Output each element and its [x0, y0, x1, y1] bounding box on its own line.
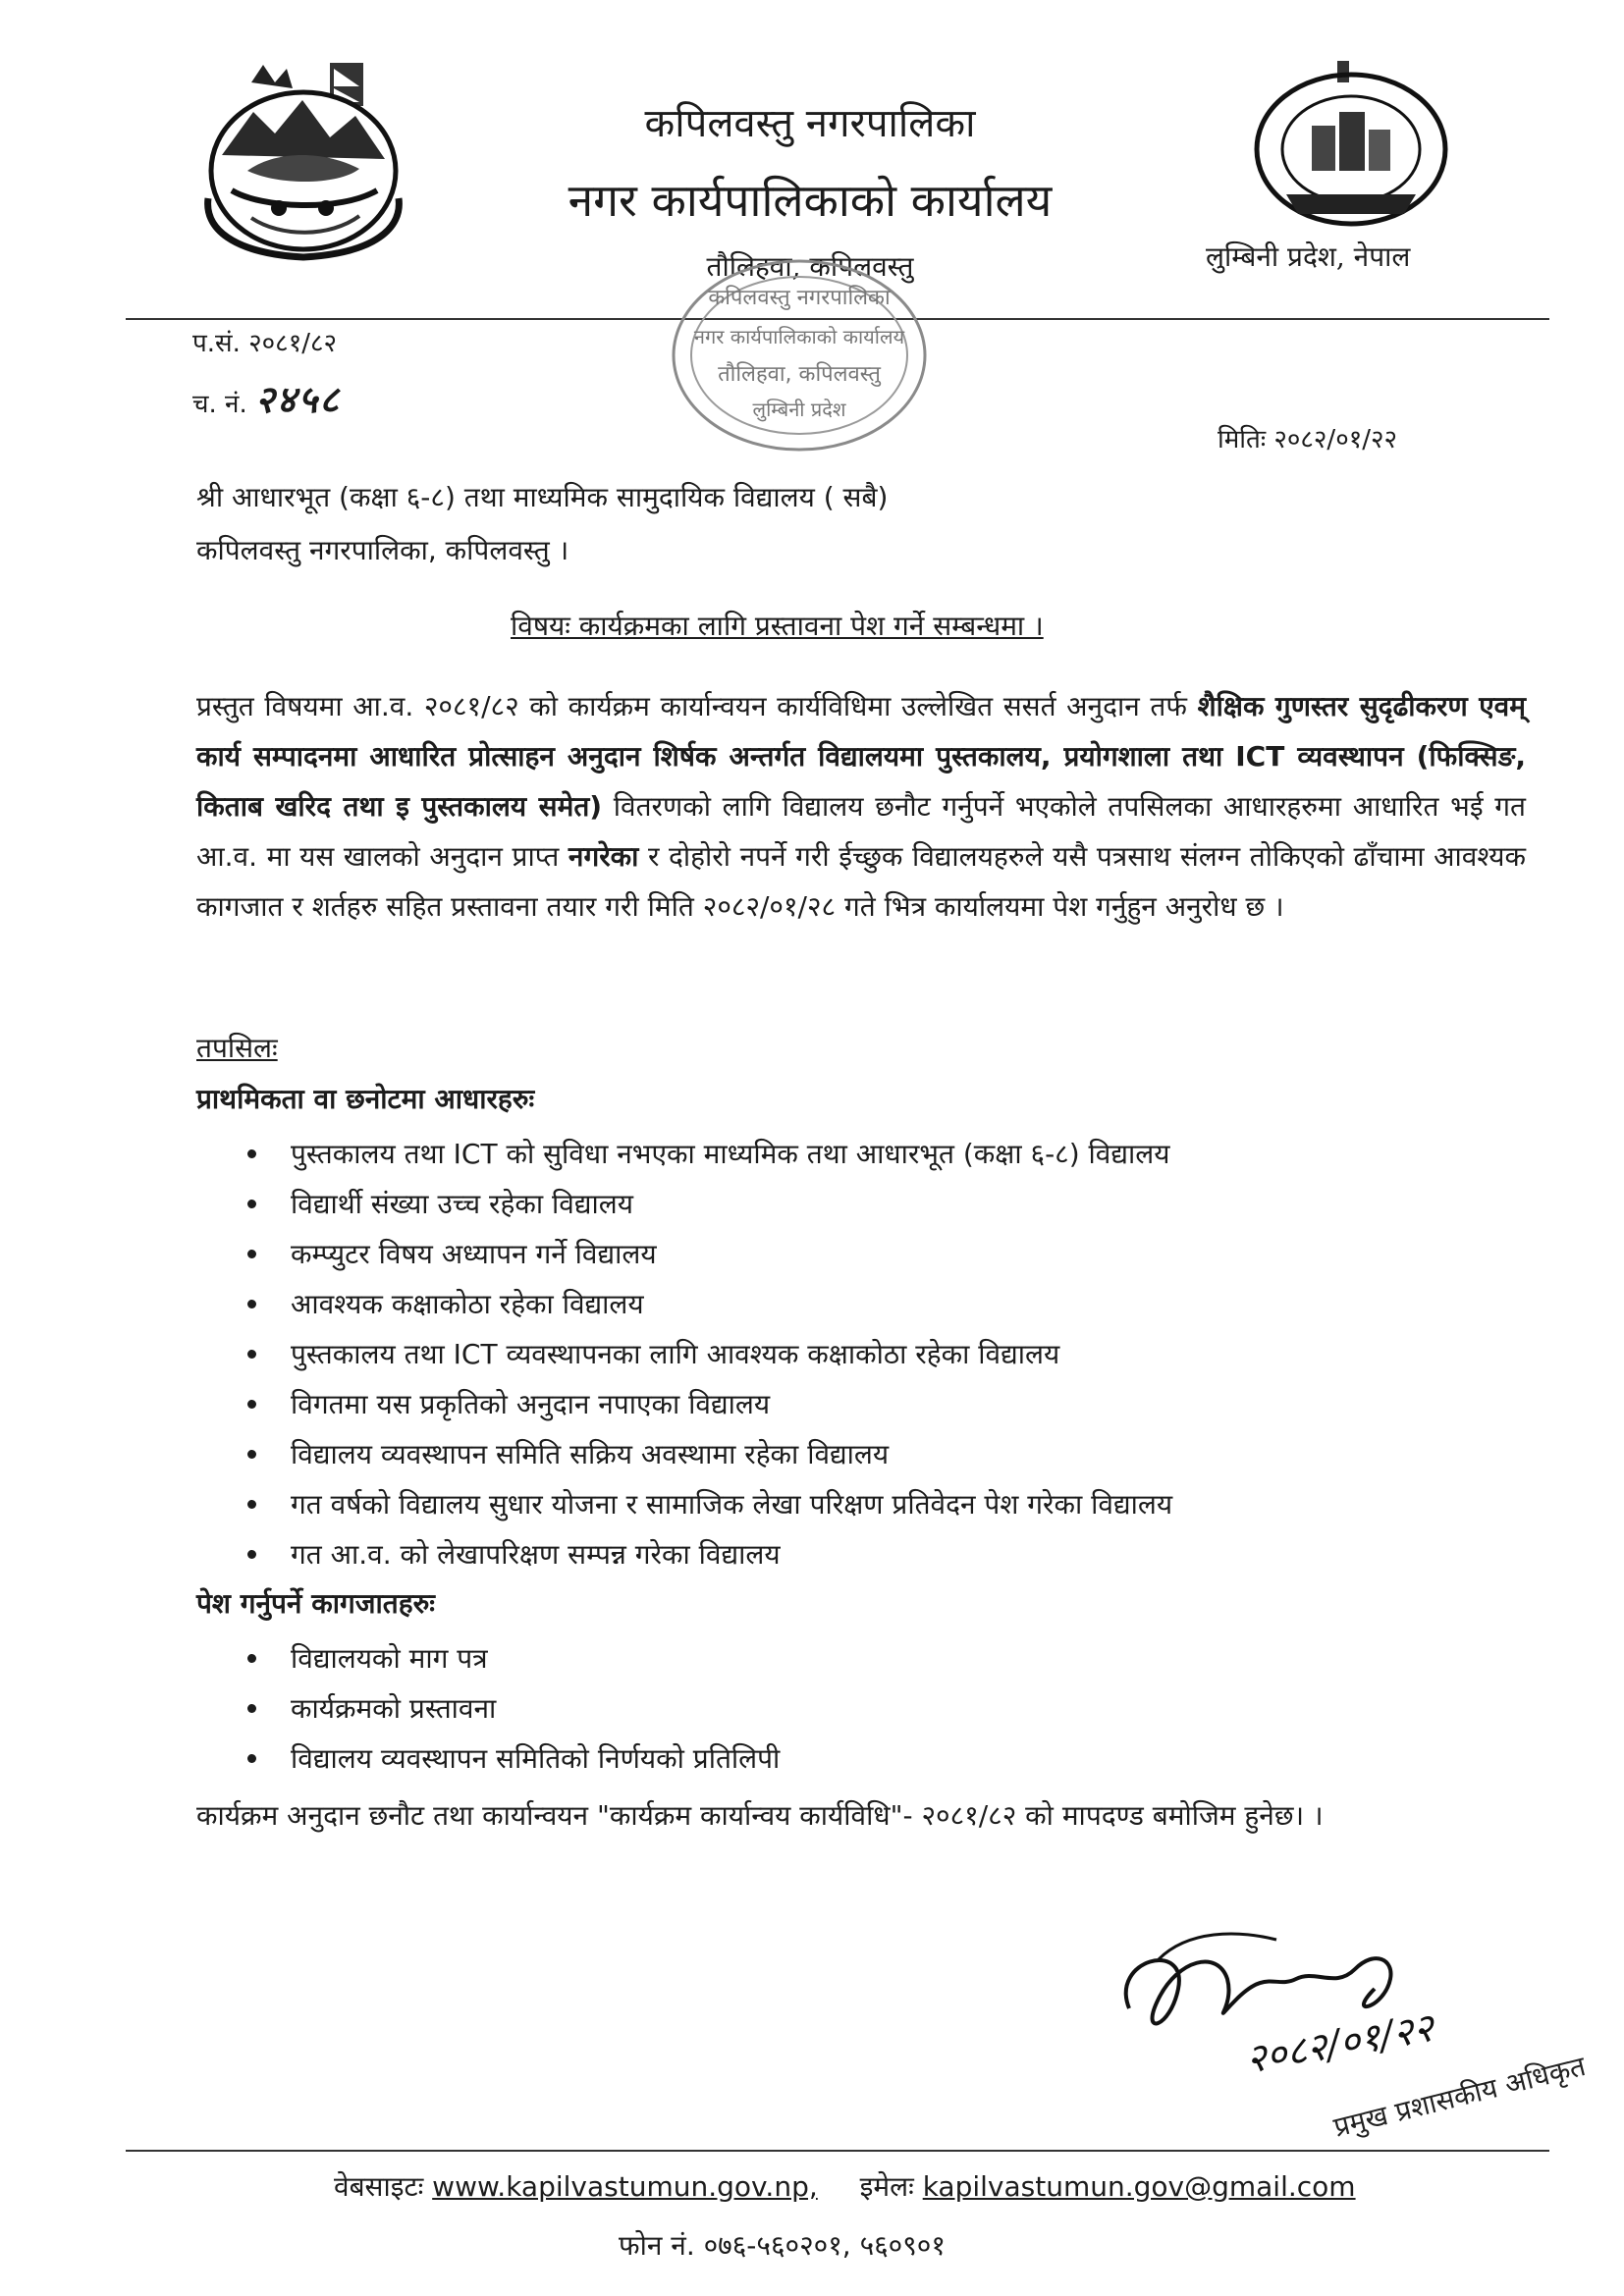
- list-item: [247, 1129, 1172, 1179]
- recipient-block: [196, 471, 888, 577]
- document-text: विद्यालयको माग पत्र: [291, 1642, 488, 1675]
- email-link[interactable]: kapilvastumun.gov@gmail.com: [922, 2170, 1356, 2203]
- bullet-icon: [247, 1654, 256, 1663]
- municipal-seal-icon: [1247, 57, 1455, 230]
- list-item: [247, 1329, 1172, 1379]
- org-name: कपिलवस्तु नगरपालिका: [644, 101, 976, 146]
- list-item: [247, 1734, 780, 1784]
- criteria-text: विगतमा यस प्रकृतिको अनुदान नपाएका विद्यालय: [291, 1388, 771, 1420]
- criteria-text: गत वर्षको विद्यालय सुधार योजना र सामाजिक लेखा परिक्षण प्रतिवेदन पेश गरेका विद्यालय: [291, 1488, 1173, 1521]
- office-address: तौलिहवा, कपिलवस्तु: [706, 250, 914, 283]
- criteria-text: कम्प्युटर विषय अध्यापन गर्ने विद्यालय: [291, 1238, 657, 1270]
- bullet-icon: [247, 1450, 256, 1459]
- list-item: [247, 1429, 1172, 1479]
- bullet-icon: [247, 1754, 256, 1763]
- bullet-icon: [247, 1500, 256, 1509]
- list-item: [247, 1633, 780, 1683]
- office-name: नगर कार्यपालिकाको कार्यालय: [568, 174, 1053, 227]
- documents-list: [247, 1633, 780, 1784]
- province-label: लुम्बिनी प्रदेश, नेपाल: [1206, 240, 1411, 273]
- criteria-text: पुस्तकालय तथा ICT को सुविधा नभएका माध्यमिक तथा आधारभूत (कक्षा ६-८) विद्यालय: [291, 1138, 1170, 1170]
- bullet-icon: [247, 1250, 256, 1258]
- stamp-text-top: कपिलवस्तु नगरपालिका: [708, 286, 891, 310]
- website-link[interactable]: www.kapilvastumun.gov.np,: [432, 2170, 818, 2203]
- criteria-text: विद्यालय व्यवस्थापन समिति सक्रिय अवस्थामा रहेका विद्यालय: [291, 1438, 890, 1470]
- bullet-icon: [247, 1550, 256, 1559]
- list-item: [247, 1683, 780, 1734]
- para-text-1: प्रस्तुत विषयमा आ.व. २०८१/८२ को कार्यक्रम कार्यान्वयन कार्यविधिमा उल्लेखित ससर्त अनुदान तर्फ: [196, 690, 1198, 722]
- bullet-icon: [247, 1300, 256, 1308]
- signatory-title: प्रमुख प्रशासकीय अधिकृत: [1330, 2050, 1590, 2144]
- document-text: कार्यक्रमको प्रस्तावना: [291, 1692, 497, 1725]
- bullet-icon: [247, 1704, 256, 1713]
- closing-paragraph: कार्यक्रम अनुदान छनौट तथा कार्यान्वयन "कार्यक्रम कार्यान्वय कार्यविधि"- २०८१/८२ को मापदण्ड बमोजिम हुनेछ। ।: [196, 1799, 1324, 1832]
- para-text-2: वितरणको लागि विद्यालय छनौट गर्नुपर्ने भएकोले तपसिलका आधारहरुमा आधारित भई गत आ.व. मा यस खालको अनुदान प्राप्त: [196, 790, 1526, 873]
- bullet-icon: [247, 1200, 256, 1208]
- recipient-line-2: कपिलवस्तु नगरपालिका, कपिलवस्तु ।: [196, 534, 569, 566]
- bullet-icon: [247, 1149, 256, 1158]
- criteria-heading: प्राथमिकता वा छनोटमा आधारहरुः: [196, 1083, 535, 1115]
- body-paragraph: [196, 681, 1526, 932]
- criteria-text: विद्यार्थी संख्या उच्च रहेका विद्यालय: [291, 1188, 633, 1220]
- criteria-text: आवश्यक कक्षाकोठा रहेका विद्यालय: [291, 1288, 644, 1320]
- list-item: [247, 1379, 1172, 1429]
- letter-date: मितिः २०८२/०१/२२: [1218, 425, 1398, 454]
- nepal-emblem-icon: [192, 61, 414, 263]
- recipient-line-1: श्री आधारभूत (कक्षा ६-८) तथा माध्यमिक सामुदायिक विद्यालय ( सबै): [196, 481, 889, 513]
- subject-line: विषयः कार्यक्रमका लागि प्रस्तावना पेश गर्ने सम्बन्धमा ।: [511, 610, 1044, 642]
- para-bold-2: नगरेका: [568, 840, 639, 873]
- criteria-text: गत आ.व. को लेखापरिक्षण सम्पन्न गरेका विद्यालय: [291, 1538, 781, 1571]
- list-item: [247, 1279, 1172, 1329]
- criteria-text: पुस्तकालय तथा ICT व्यवस्थापनका लागि आवश्यक कक्षाकोठा रहेका विद्यालय: [291, 1338, 1060, 1370]
- office-stamp: [652, 253, 947, 463]
- signature-date: २०८२/०१/२२: [1242, 2004, 1437, 2083]
- footer-contact: [334, 2167, 1389, 2205]
- stamp-text-bottom: लुम्बिनी प्रदेश: [752, 398, 846, 421]
- documents-heading: पेश गर्नुपर्ने कागजातहरुः: [196, 1587, 435, 1620]
- dispatch-label: च. नं.: [192, 390, 247, 419]
- list-item: [247, 1179, 1172, 1229]
- footer-divider: [126, 2150, 1549, 2152]
- para-bold-1: शैक्षिक गुणस्तर सुदृढीकरण एवम् कार्य सम्पादनमा आधारित प्रोत्साहन अनुदान शिर्षक अन्तर्गत विद्यालयमा पुस्तकालय, प्रयोगशाला तथा ICT व्यवस्थापन (फिक्सिङ, किताब खरिद तथा इ पुस्तकालय समेत): [196, 690, 1526, 823]
- stamp-text-low: तौलिहवा, कपिलवस्तु: [718, 362, 881, 387]
- bullet-icon: [247, 1400, 256, 1409]
- signature: [1100, 1920, 1590, 2144]
- website-label: वेबसाइटः: [334, 2170, 424, 2203]
- list-item: [247, 1479, 1172, 1529]
- list-item: [247, 1529, 1172, 1579]
- footer-phone: फोन नं. ०७६-५६०२०१, ५६०९०१: [619, 2229, 946, 2262]
- document-text: विद्यालय व्यवस्थापन समितिको निर्णयको प्रतिलिपी: [291, 1742, 781, 1775]
- list-item: [247, 1229, 1172, 1279]
- reference-number: प.सं. २०८१/८२: [192, 329, 338, 358]
- para-text-3: र दोहोरो नपर्ने गरी ईच्छुक विद्यालयहरुले यसै पत्रसाथ संलग्न तोकिएको ढाँचामा आवश्यक कागजात र शर्तहरु सहित प्रस्तावना तयार गरी मिति २०८२/०१/२८ गते भित्र कार्यालयमा पेश गर्नुहुन अनुरोध छ ।: [196, 840, 1527, 923]
- bullet-icon: [247, 1350, 256, 1359]
- details-label: तपसिलः: [196, 1032, 278, 1064]
- criteria-list: [247, 1129, 1172, 1579]
- dispatch-number-value: २४५८: [255, 377, 342, 421]
- email-label: इमेलः: [859, 2170, 914, 2203]
- stamp-text-mid: नगर कार्यपालिकाको कार्यालय: [693, 325, 905, 348]
- dispatch-number: [192, 373, 341, 424]
